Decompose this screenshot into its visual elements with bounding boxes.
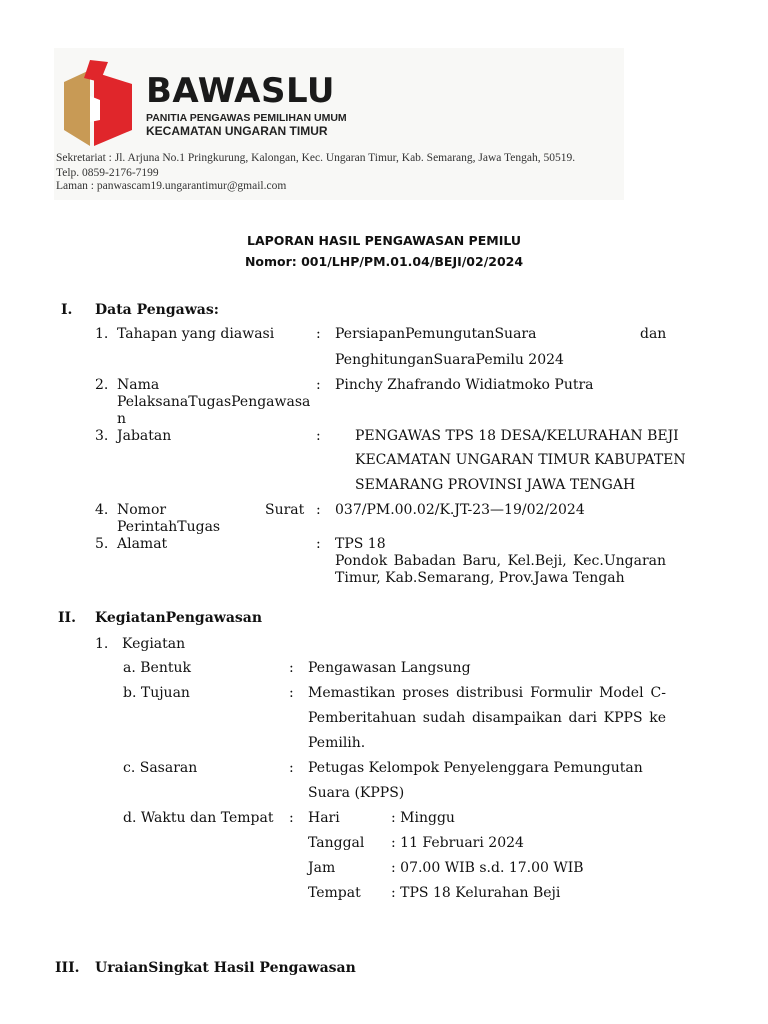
colon: : — [289, 810, 294, 826]
section1-heading: Data Pengawas: — [95, 302, 219, 318]
item-number: 1. — [95, 326, 109, 342]
schedule-value-hari: : Minggu — [391, 810, 455, 826]
section3-numeral: III. — [55, 960, 80, 976]
field-label-surat: Surat — [265, 502, 305, 518]
colon: : — [289, 760, 294, 776]
schedule-value-jam: : 07.00 WIB s.d. 17.00 WIB — [391, 860, 584, 876]
field-value-jabatan-line2: KECAMATAN UNGARAN TIMUR KABUPATEN — [355, 452, 686, 468]
field-label-nama-line3: n — [117, 411, 127, 427]
letterhead-phone: Telp. 0859-2176-7199 — [56, 167, 159, 179]
colon: : — [289, 660, 294, 676]
org-name: BAWASLU — [146, 71, 336, 111]
field-label-bentuk: a. Bentuk — [123, 660, 191, 676]
field-value-tujuan: Memastikan proses distribusi Formulir Model C- — [308, 685, 666, 701]
section3-heading: UraianSingkat Hasil Pengawasan — [95, 960, 356, 976]
field-label-nama-line2: PelaksanaTugasPengawasa — [117, 394, 311, 410]
field-value-bentuk: Pengawasan Langsung — [308, 660, 471, 676]
field-value-tujuan-line2: Pemberitahuan sudah disampaikan dari KPPS ke — [308, 710, 666, 726]
org-line1: PANITIA PENGAWAS PEMILIHAN UMUM — [146, 112, 347, 124]
field-label-tujuan: b. Tujuan — [123, 685, 190, 701]
report-title: LAPORAN HASIL PENGAWASAN PEMILU — [246, 233, 522, 248]
field-value-tujuan-line3: Pemilih. — [308, 735, 366, 751]
section2-numeral: II. — [58, 610, 76, 626]
schedule-value-tanggal: : 11 Februari 2024 — [391, 835, 524, 851]
field-value-jabatan-line3: SEMARANG PROVINSI JAWA TENGAH — [355, 477, 636, 493]
field-value-sasaran-line2: Suara (KPPS) — [308, 785, 405, 801]
bawaslu-logo-icon — [60, 60, 136, 146]
item-number: 3. — [95, 428, 109, 444]
field-label-sasaran: c. Sasaran — [123, 760, 198, 776]
org-line2: KECAMATAN UNGARAN TIMUR — [146, 124, 328, 138]
field-label-alamat: Alamat — [117, 536, 168, 552]
letterhead-website: Laman : panwascam19.ungarantimur@gmail.com — [56, 180, 287, 192]
colon: : — [316, 536, 321, 552]
field-value-alamat-line3: Timur, Kab.Semarang, Prov.Jawa Tengah — [335, 570, 625, 586]
schedule-key-hari: Hari — [308, 810, 340, 826]
field-label-waktu-tempat: d. Waktu dan Tempat — [123, 810, 274, 826]
colon: : — [316, 428, 321, 444]
letterhead-address: Sekretariat : Jl. Arjuna No.1 Pringkurung, Kalongan, Kec. Ungaran Timur, Kab. Semarang, Jawa Tengah, 50519. — [56, 152, 576, 164]
letterhead — [54, 48, 624, 200]
field-label-tahapan: Tahapan yang diawasi — [117, 326, 275, 342]
schedule-key-jam: Jam — [308, 860, 336, 876]
colon: : — [289, 685, 294, 701]
field-label-jabatan: Jabatan — [117, 428, 172, 444]
field-value-alamat: TPS 18 — [335, 536, 386, 552]
item-number: 4. — [95, 502, 109, 518]
item-number: 1. — [95, 636, 109, 652]
item-number: 5. — [95, 536, 109, 552]
field-value-jabatan: PENGAWAS TPS 18 DESA/KELURAHAN BEJI — [355, 428, 679, 444]
field-label-nomor-line2: PerintahTugas — [117, 519, 221, 535]
field-value-tahapan-line2: PenghitunganSuaraPemilu 2024 — [335, 352, 564, 368]
item-number: 2. — [95, 377, 109, 393]
field-label-nama: Nama — [117, 377, 160, 393]
field-value-sasaran: Petugas Kelompok Penyelenggara Pemungutan — [308, 760, 643, 776]
field-value-nomor: 037/PM.00.02/K.JT-23—19/02/2024 — [335, 502, 585, 518]
schedule-value-tempat: : TPS 18 Kelurahan Beji — [391, 885, 561, 901]
field-value-alamat-line2: Pondok Babadan Baru, Kel.Beji, Kec.Ungaran — [335, 553, 666, 569]
schedule-key-tempat: Tempat — [308, 885, 361, 901]
kegiatan-label: Kegiatan — [122, 636, 186, 652]
field-value-nama: Pinchy Zhafrando Widiatmoko Putra — [335, 377, 594, 393]
schedule-key-tanggal: Tanggal — [308, 835, 365, 851]
field-label-nomor: Nomor — [117, 502, 167, 518]
colon: : — [316, 502, 321, 518]
section2-heading: KegiatanPengawasan — [95, 610, 263, 626]
report-number: Nomor: 001/LHP/PM.01.04/BEJI/02/2024 — [244, 254, 524, 269]
field-value-tahapan-dan: dan — [640, 326, 667, 342]
colon: : — [316, 326, 321, 342]
colon: : — [316, 377, 321, 393]
field-value-tahapan: PersiapanPemungutanSuara — [335, 326, 537, 342]
section1-numeral: I. — [61, 302, 73, 318]
